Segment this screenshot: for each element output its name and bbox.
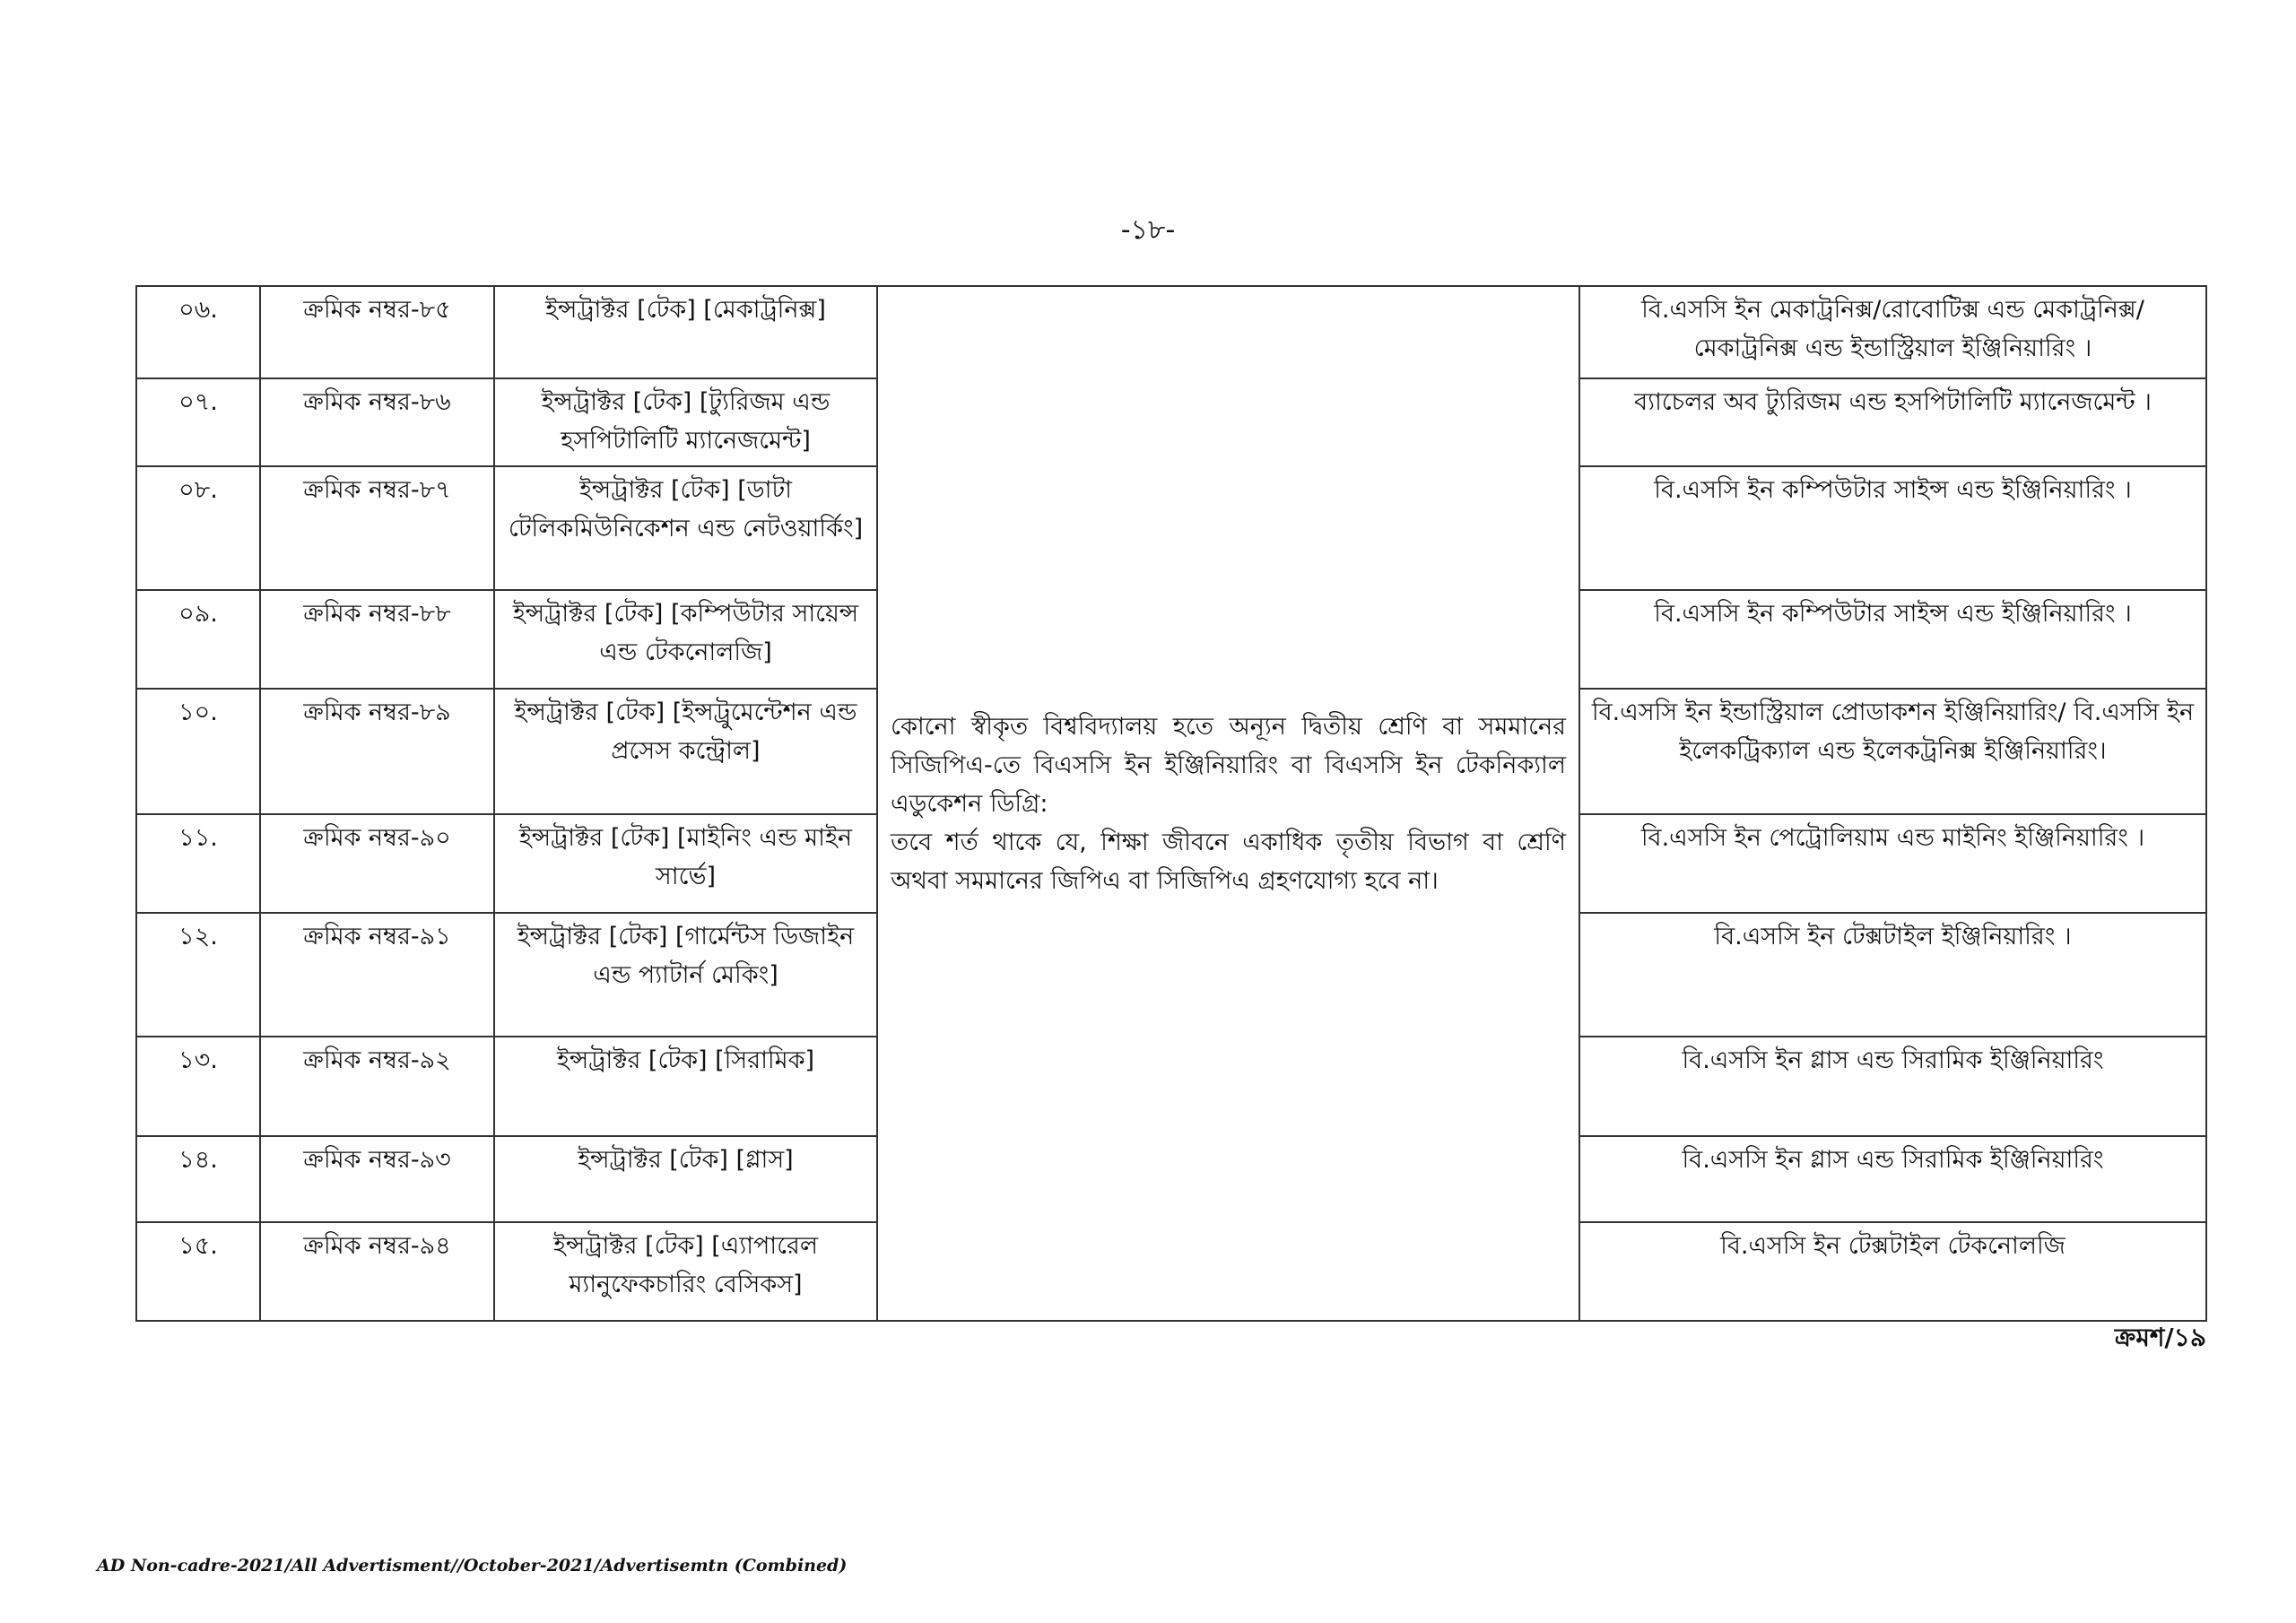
serial-number: ক্রমিক নম্বর-৯২ <box>260 1037 494 1136</box>
post-name: ইন্সট্রাক্টর [টেক] [গ্লাস] <box>494 1136 877 1222</box>
row-number: ১২. <box>136 913 260 1037</box>
serial-number: ক্রমিক নম্বর-৯০ <box>260 814 494 913</box>
row-number: ০৮. <box>136 466 260 590</box>
serial-number: ক্রমিক নম্বর-৯৪ <box>260 1222 494 1321</box>
serial-number: ক্রমিক নম্বর-৮৮ <box>260 590 494 689</box>
post-name: ইন্সট্রাক্টর [টেক] [ট্যুরিজম এন্ড হসপিটালিটি ম্যানেজমেন্ট] <box>494 378 877 466</box>
row-number: ০৬. <box>136 286 260 378</box>
shared-qualification <box>877 286 1579 1321</box>
serial-number: ক্রমিক নম্বর-৯১ <box>260 913 494 1037</box>
post-name: ইন্সট্রাক্টর [টেক] [মাইনিং এন্ড মাইন সার্ভে] <box>494 814 877 913</box>
row-number: ১০. <box>136 689 260 814</box>
required-subject: বি.এসসি ইন কম্পিউটার সাইন্স এন্ড ইঞ্জিনিয়ারিং । <box>1579 590 2206 689</box>
table-row <box>136 286 2206 378</box>
required-subject: বি.এসসি ইন মেকাট্রনিক্স/রোবোটিক্স এন্ড মেকাট্রনিক্স/ মেকাট্রনিক্স এন্ড ইন্ডাস্ট্রিয়াল ইঞ্জিনিয়ারিং । <box>1579 286 2206 378</box>
serial-number: ক্রমিক নম্বর-৯৩ <box>260 1136 494 1222</box>
required-subject: বি.এসসি ইন ইন্ডাস্ট্রিয়াল প্রোডাকশন ইঞ্জিনিয়ারিং/ বি.এসসি ইন ইলেকট্রিক্যাল এন্ড ইলেকট্রনিক্স ইঞ্জিনিয়ারিং। <box>1579 689 2206 814</box>
row-number: ১৩. <box>136 1037 260 1136</box>
footer-path: AD Non-cadre-2021/All Advertisment//October-2021/Advertisemtn (Combined) <box>97 1556 848 1575</box>
row-number: ০৯. <box>136 590 260 689</box>
post-name: ইন্সট্রাক্টর [টেক] [ডাটা টেলিকমিউনিকেশন এন্ড নেটওয়ার্কিং] <box>494 466 877 590</box>
required-subject: বি.এসসি ইন কম্পিউটার সাইন্স এন্ড ইঞ্জিনিয়ারিং । <box>1579 466 2206 590</box>
serial-number: ক্রমিক নম্বর-৮৬ <box>260 378 494 466</box>
serial-number: ক্রমিক নম্বর-৮৭ <box>260 466 494 590</box>
serial-number: ক্রমিক নম্বর-৮৯ <box>260 689 494 814</box>
qualification-text: কোনো স্বীকৃত বিশ্ববিদ্যালয় হতে অন্যূন দ্বিতীয় শ্রেণি বা সমমানের সিজিপিএ-তে বিএসসি ইন ইঞ্জিনিয়ারিং বা বিএসসি ইন টেকনিক্যাল এডুকেশন ডিগ্রি: <box>891 712 1566 818</box>
continued-marker: ক্রমশ/১৯ <box>2114 1323 2206 1352</box>
required-subject: বি.এসসি ইন পেট্রোলিয়াম এন্ড মাইনিং ইঞ্জিনিয়ারিং । <box>1579 814 2206 913</box>
post-name: ইন্সট্রাক্টর [টেক] [গার্মেন্টস ডিজাইন এন্ড প্যাটার্ন মেকিং] <box>494 913 877 1037</box>
post-name: ইন্সট্রাক্টর [টেক] [সিরামিক] <box>494 1037 877 1136</box>
required-subject: বি.এসসি ইন টেক্সটাইল টেকনোলজি <box>1579 1222 2206 1321</box>
serial-number: ক্রমিক নম্বর-৮৫ <box>260 286 494 378</box>
required-subject: বি.এসসি ইন গ্লাস এন্ড সিরামিক ইঞ্জিনিয়ারিং <box>1579 1136 2206 1222</box>
qualification-condition: তবে শর্ত থাকে যে, শিক্ষা জীবনে একাধিক তৃতীয় বিভাগ বা শ্রেণি অথবা সমমানের জিপিএ বা সিজিপিএ গ্রহণযোগ্য হবে না। <box>891 828 1566 895</box>
required-subject: বি.এসসি ইন গ্লাস এন্ড সিরামিক ইঞ্জিনিয়ারিং <box>1579 1037 2206 1136</box>
row-number: ১৪. <box>136 1136 260 1222</box>
posts-table <box>135 285 2207 1322</box>
post-name: ইন্সট্রাক্টর [টেক] [এ্যাপারেল ম্যানুফেকচারিং বেসিকস] <box>494 1222 877 1321</box>
row-number: ০৭. <box>136 378 260 466</box>
page-number: -১৮- <box>1120 214 1176 246</box>
row-number: ১৫. <box>136 1222 260 1321</box>
required-subject: বি.এসসি ইন টেক্সটাইল ইঞ্জিনিয়ারিং । <box>1579 913 2206 1037</box>
row-number: ১১. <box>136 814 260 913</box>
post-name: ইন্সট্রাক্টর [টেক] [কম্পিউটার সায়েন্স এন্ড টেকনোলজি] <box>494 590 877 689</box>
required-subject: ব্যাচেলর অব ট্যুরিজম এন্ড হসপিটালিটি ম্যানেজমেন্ট । <box>1579 378 2206 466</box>
post-name: ইন্সট্রাক্টর [টেক] [মেকাট্রনিক্স] <box>494 286 877 378</box>
post-name: ইন্সট্রাক্টর [টেক] [ইন্সট্রুমেন্টেশন এন্ড প্রসেস কন্ট্রোল] <box>494 689 877 814</box>
